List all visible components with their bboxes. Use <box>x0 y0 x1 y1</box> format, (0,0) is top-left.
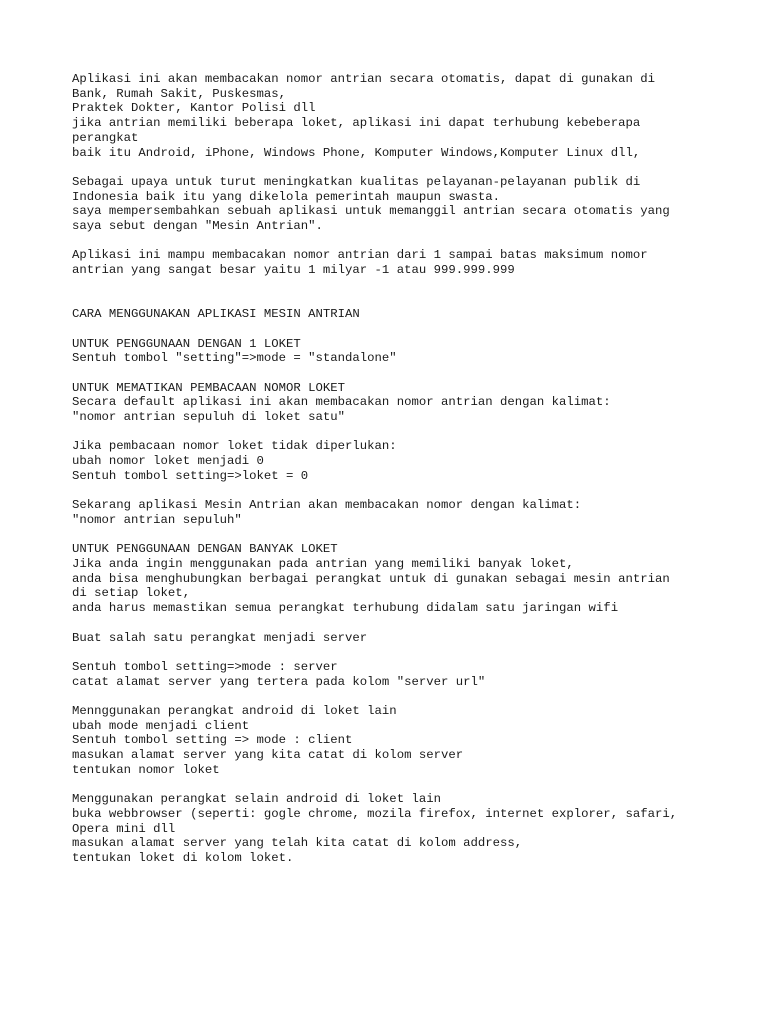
text-line: saya mempersembahkan sebuah aplikasi untuk memanggil antrian secara otomatis yang <box>72 204 670 219</box>
text-line: Sekarang aplikasi Mesin Antrian akan membacakan nomor dengan kalimat: <box>72 498 582 513</box>
text-line: Aplikasi ini akan membacakan nomor antrian secara otomatis, dapat di gunakan di <box>72 72 655 86</box>
text-line: Sebagai upaya untuk turut meningkatkan kualitas pelayanan-pelayanan publik di <box>72 174 641 189</box>
text-line: catat alamat server yang tertera pada kolom "server url" <box>72 674 486 689</box>
text-line: tentukan nomor loket <box>72 762 220 777</box>
text-line: ubah mode menjadi client <box>72 718 250 733</box>
text-line: Sentuh tombol setting=>loket = 0 <box>72 468 309 483</box>
text-line: Sentuh tombol setting=>mode : server <box>72 659 338 674</box>
text-line: Jika pembacaan nomor loket tidak diperlukan: <box>72 439 397 454</box>
text-line: masukan alamat server yang kita catat di kolom server <box>72 748 464 763</box>
text-line: perangkat <box>72 130 139 145</box>
result-paragraph <box>72 498 712 527</box>
subheading-line: UNTUK PENGGUNAAN DENGAN 1 LOKET <box>72 336 301 351</box>
text-line: Indonesia baik itu yang dikelola pemerintah maupun swasta. <box>72 189 501 204</box>
text-line: jika antrian memiliki beberapa loket, aplikasi ini dapat terhubung kebeberapa <box>72 116 641 131</box>
text-line: Mennggunakan perangkat android di loket lain <box>72 704 397 719</box>
subheading-line: UNTUK PENGGUNAAN DENGAN BANYAK LOKET <box>72 542 338 557</box>
intro-paragraph <box>72 72 712 160</box>
loket-zero-paragraph <box>72 439 712 483</box>
subheading-line: UNTUK MEMATIKAN PEMBACAAN NOMOR LOKET <box>72 380 346 395</box>
text-line: baik itu Android, iPhone, Windows Phone, Komputer Windows,Komputer Linux dll, <box>72 145 641 160</box>
text-line: masukan alamat server yang telah kita catat di kolom address, <box>72 836 523 851</box>
text-line: Sentuh tombol setting => mode : client <box>72 733 353 748</box>
text-line: anda harus memastikan semua perangkat terhubung didalam satu jaringan wifi <box>72 601 619 616</box>
text-line: "nomor antrian sepuluh" <box>72 512 242 527</box>
text-line: ubah nomor loket menjadi 0 <box>72 454 264 469</box>
text-line: "nomor antrian sepuluh di loket satu" <box>72 410 346 425</box>
text-line: Buat salah satu perangkat menjadi server <box>72 630 368 645</box>
text-line: tentukan loket di kolom loket. <box>72 851 294 866</box>
text-line: Bank, Rumah Sakit, Puskesmas, <box>72 86 287 101</box>
text-line: di setiap loket, <box>72 586 191 601</box>
android-client-paragraph <box>72 704 712 778</box>
text-line: Opera mini dll <box>72 821 176 836</box>
text-line: Jika anda ingin menggunakan pada antrian yang memiliki banyak loket, <box>72 557 574 572</box>
single-loket-paragraph <box>72 337 712 366</box>
document-page <box>72 72 712 880</box>
section-heading <box>72 307 712 322</box>
text-line: Menggunakan perangkat selain android di loket lain <box>72 792 441 807</box>
text-line: Praktek Dokter, Kantor Polisi dll <box>72 101 316 116</box>
text-line: saya sebut dengan "Mesin Antrian". <box>72 219 323 234</box>
heading-line: CARA MENGGUNAKAN APLIKASI MESIN ANTRIAN <box>72 307 360 322</box>
text-line: antrian yang sangat besar yaitu 1 milyar -1 atau 999.999.999 <box>72 263 515 278</box>
server-step-paragraph <box>72 631 712 646</box>
server-setting-paragraph <box>72 660 712 689</box>
text-line: Sentuh tombol "setting"=>mode = "standalone" <box>72 351 397 366</box>
text-line: Secara default aplikasi ini akan membacakan nomor antrian dengan kalimat: <box>72 395 611 410</box>
purpose-paragraph <box>72 175 712 234</box>
text-line: buka webbrowser (seperti: gogle chrome, mozila firefox, internet explorer, safari, <box>72 806 678 821</box>
text-line: anda bisa menghubungkan berbagai perangkat untuk di gunakan sebagai mesin antrian <box>72 571 670 586</box>
disable-loket-paragraph <box>72 381 712 425</box>
capability-paragraph <box>72 248 712 277</box>
text-line: Aplikasi ini mampu membacakan nomor antrian dari 1 sampai batas maksimum nomor <box>72 248 648 263</box>
multi-loket-paragraph <box>72 542 712 616</box>
browser-client-paragraph <box>72 792 712 866</box>
